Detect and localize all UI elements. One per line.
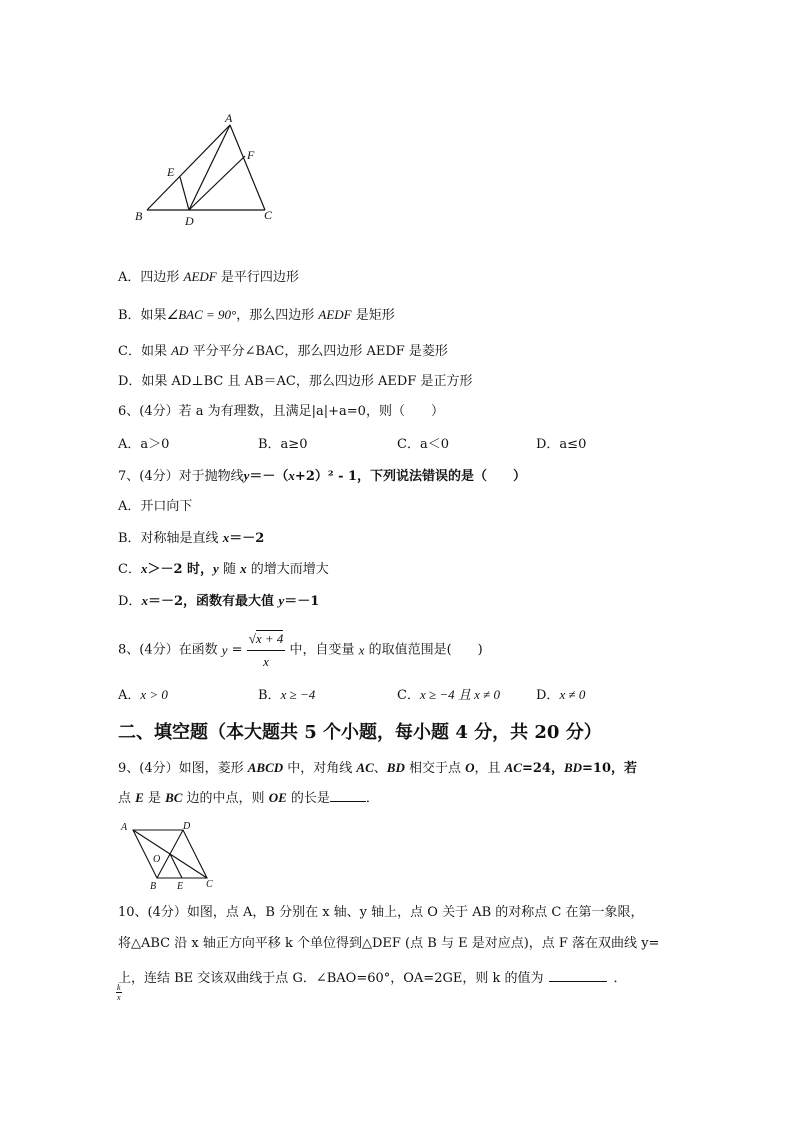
q10-line-3: 上，连结 BE 交该双曲线于点 G．∠BAO=60°，OA=2GE，则 k 的值为 ． — [118, 971, 627, 986]
q8-option-a: A．x > 0 — [118, 687, 168, 703]
rhombus-figure — [115, 818, 225, 893]
q10-fraction: k x — [117, 983, 121, 1002]
q8-option-c: C．x ≥ −4 且 x ≠ 0 — [397, 687, 501, 703]
label-f: F — [247, 148, 255, 162]
q9-line-1: 9、(4分）如图，菱形 ABCD 中，对角线 AC、BD 相交于点 O，且 AC=24，BD=10，若 — [118, 760, 638, 776]
label-o: O — [153, 854, 161, 865]
q10-answer-blank[interactable] — [549, 969, 607, 982]
q9-line-2: 点 E 是 BC 边的中点，则 OE 的长是 ． — [118, 790, 379, 806]
q5-option-c: C．如果 AD 平分平分∠BAC，那么四边形 AEDF 是菱形 — [118, 343, 448, 359]
label-d: D — [185, 214, 194, 228]
q7-option-c: C．x＞－2 时，y 随 x 的增大而增大 — [118, 561, 329, 577]
triangle-figure — [125, 110, 290, 235]
q7-stem: 7、(4分）对于抛物线y＝－（x+2）² - 1，下列说法错误的是（ ） — [118, 468, 527, 484]
label-c: C — [264, 208, 273, 222]
q6-option-a: A．a＞0 — [118, 437, 170, 452]
label-e: E — [167, 165, 175, 179]
label-b: B — [135, 209, 143, 223]
q8-option-d: D．x ≠ 0 — [536, 687, 586, 703]
q9-answer-blank[interactable] — [330, 789, 366, 802]
q10-line-1: 10、(4分）如图，点 A，B 分别在 x 轴、y 轴上，点 O 关于 AB 的对称点 C 在第一象限， — [118, 905, 644, 920]
label-b: B — [150, 881, 157, 892]
q5-option-b: B．如果∠BAC = 90°，那么四边形 AEDF 是矩形 — [118, 307, 395, 323]
q6-stem: 6、(4分）若 a 为有理数，且满足|a|+a=0，则（ ） — [118, 404, 444, 419]
label-a: A — [121, 822, 128, 833]
q8-stem: 8、(4分）在函数 y = $\frac{√x + 4}{x}$ 中，自变量 x 的取值范围是( ) — [118, 628, 483, 673]
label-d: D — [183, 821, 191, 832]
label-a: A — [225, 111, 233, 125]
q6-option-d: D．a≤0 — [536, 437, 587, 452]
q8-option-b: B．x ≥ −4 — [258, 687, 316, 703]
q10-line-2: 将△ABC 沿 x 轴正方向平移 k 个单位得到△DEF (点 B 与 E 是对应点)，点 F 落在双曲线 y= — [118, 936, 660, 951]
section-heading: 二、填空题（本大题共 5 个小题，每小题 4 分，共 20 分） — [118, 722, 602, 743]
label-e: E — [177, 881, 184, 892]
q7-option-d: D．x＝－2，函数有最大值 y＝－1 — [118, 593, 320, 609]
q5-option-d: D．如果 AD⊥BC 且 AB＝AC，那么四边形 AEDF 是正方形 — [118, 374, 473, 389]
label-c: C — [206, 879, 213, 890]
q5-option-a: A．四边形 AEDF 是平行四边形 — [118, 269, 299, 285]
q8-function-fraction: $\frac{√x + 4}{x}$ — [247, 628, 286, 673]
q6-option-b: B．a≥0 — [258, 437, 308, 452]
q6-option-c: C．a＜0 — [397, 437, 449, 452]
sqrt-icon: √ — [248, 631, 256, 646]
q7-option-a: A．开口向下 — [118, 499, 193, 514]
q7-option-b: B．对称轴是直线 x＝－2 — [118, 530, 265, 546]
